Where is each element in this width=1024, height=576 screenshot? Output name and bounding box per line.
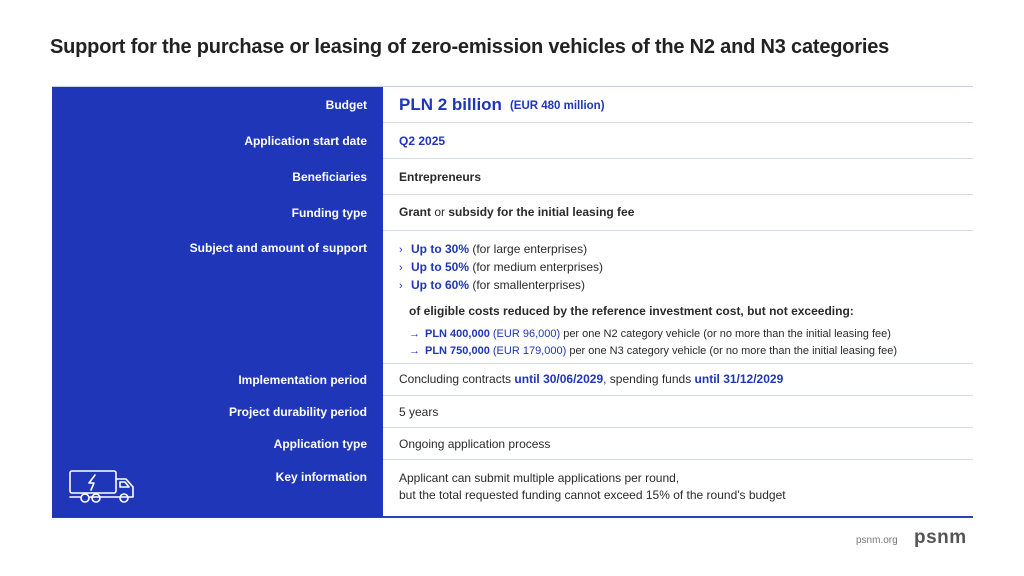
limit-item: [409, 343, 897, 360]
limit-n3-amount: PLN 750,000: [425, 345, 490, 357]
psnm-logo: psnm: [914, 527, 967, 548]
limit-n2-desc: per one N2 category vehicle (or no more than the initial leasing fee): [560, 328, 891, 340]
subject-value: [383, 231, 973, 364]
list-item: [399, 259, 603, 277]
budget-label: Budget: [52, 87, 383, 123]
start-date-value: [383, 123, 973, 159]
arrow-right-icon: →: [409, 345, 420, 357]
limit-n3-desc: per one N3 category vehicle (or no more than the initial leasing fee): [566, 345, 898, 357]
impl-date2: until 31/12/2029: [694, 372, 784, 386]
budget-sub: (EUR 480 million): [509, 100, 605, 112]
list-item: [399, 277, 585, 295]
limit-n2-amount: PLN 400,000: [425, 328, 490, 340]
funding-subsidy: subsidy for the initial leasing fee: [448, 205, 635, 219]
funding-type-label: Funding type: [52, 195, 383, 231]
desc-small: (for smallenterprises): [469, 278, 586, 292]
limit-n3-eur: (EUR 179,000): [489, 345, 567, 357]
pct-small: Up to 60%: [411, 278, 470, 292]
beneficiaries-text: Entrepreneurs: [399, 169, 482, 184]
impl-text1: Concluding contracts: [399, 372, 515, 386]
limit-item: [409, 326, 897, 343]
funding-grant: Grant: [399, 205, 432, 219]
pct-large: Up to 30%: [411, 242, 470, 256]
beneficiaries-value: [383, 159, 973, 195]
key-information-label: Key information: [52, 460, 383, 517]
info-table: [52, 86, 973, 518]
key-info-line1: Applicant can submit multiple applications per round,: [399, 471, 680, 485]
implementation-label: Implementation period: [52, 364, 383, 396]
start-date-label: Application start date: [52, 123, 383, 159]
beneficiaries-label: Beneficiaries: [52, 159, 383, 195]
application-type-value: Ongoing application process: [383, 428, 973, 460]
budget-value: [383, 87, 973, 123]
impl-date1: until 30/06/2029: [514, 372, 604, 386]
footer-url[interactable]: psnm.org: [856, 535, 898, 546]
funding-or: or: [431, 205, 449, 219]
list-item: [399, 241, 587, 259]
start-date-text: Q2 2025: [399, 133, 446, 148]
durability-label: Project durability period: [52, 396, 383, 428]
funding-type-value: [383, 195, 973, 231]
key-info-line2: but the total requested funding cannot exceed 15% of the round's budget: [399, 488, 786, 502]
limit-n2-eur: (EUR 96,000): [489, 328, 561, 340]
page-title: Support for the purchase or leasing of zero-emission vehicles of the N2 and N3 categories: [50, 36, 890, 58]
desc-medium: (for medium enterprises): [469, 260, 604, 274]
eligible-costs-note: of eligible costs reduced by the reference investment cost, but not exceeding:: [409, 304, 854, 318]
electric-truck-icon: [68, 467, 138, 505]
key-information-value: [383, 460, 973, 517]
chevron-right-icon: ›: [399, 280, 403, 292]
subject-label: Subject and amount of support: [52, 231, 383, 364]
impl-text2: , spending funds: [603, 372, 695, 386]
chevron-right-icon: ›: [399, 262, 403, 274]
chevron-right-icon: ›: [399, 244, 403, 256]
application-type-label: Application type: [52, 428, 383, 460]
implementation-value: [383, 364, 973, 396]
arrow-right-icon: →: [409, 328, 420, 340]
desc-large: (for large enterprises): [469, 242, 588, 256]
budget-main: PLN 2 billion: [399, 94, 502, 114]
pct-medium: Up to 50%: [411, 260, 470, 274]
durability-value: 5 years: [383, 396, 973, 428]
